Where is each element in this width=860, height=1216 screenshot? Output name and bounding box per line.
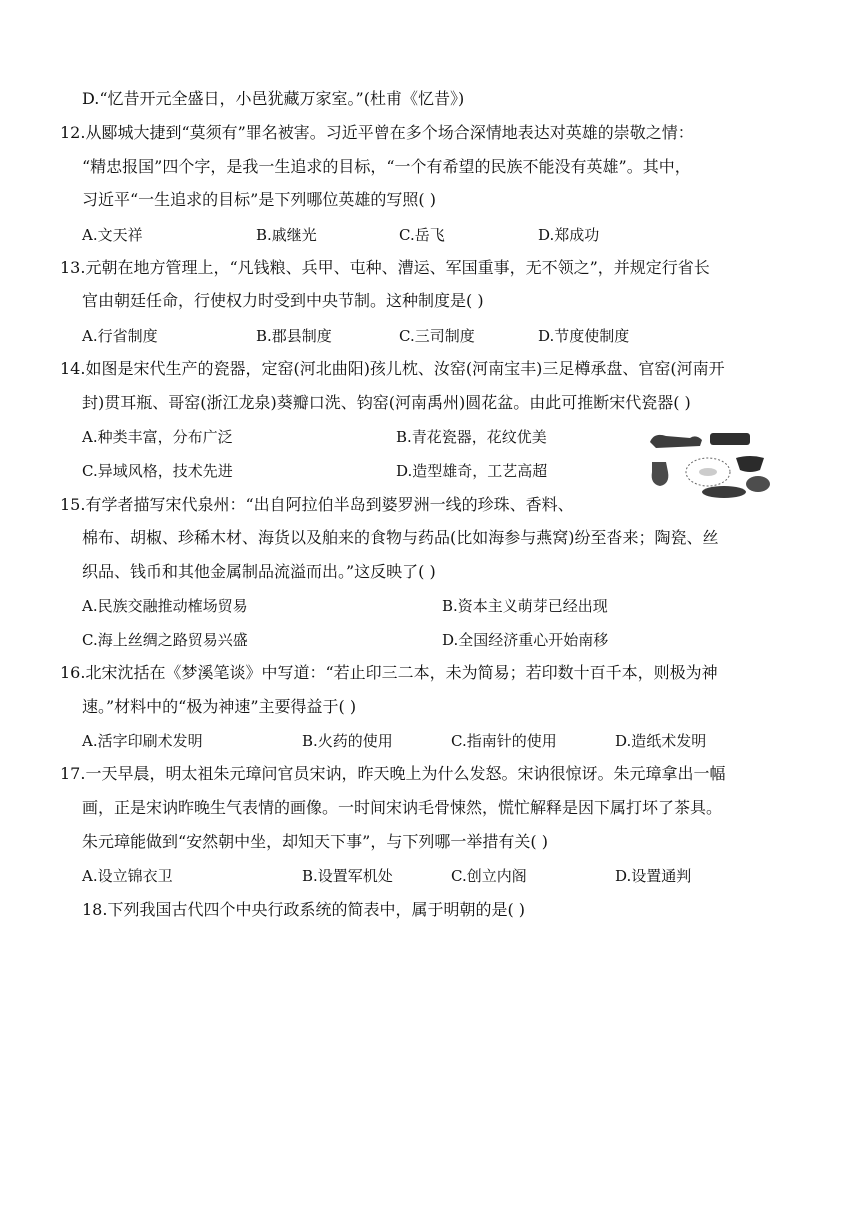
q12-stem-line-3: 习近平“一生追求的目标”是下列哪位英雄的写照( ) xyxy=(82,190,436,209)
q15-stem-line-3: 织品、钱币和其他金属制品流溢而出。”这反映了( ) xyxy=(82,562,436,581)
pillow-artifact xyxy=(650,435,702,448)
q13-stem-line-1: 13.元朝在地方管理上，“凡钱粮、兵甲、屯种、漕运、军国重事，无不领之”，并规定行省长 xyxy=(60,258,710,277)
washer-artifact xyxy=(736,456,764,472)
vase-artifact xyxy=(652,462,669,486)
q13-option-b: B.郡县制度 xyxy=(256,327,332,345)
q11-option-d: D.“忆昔开元全盛日，小邑犹藏万家室。”(杜甫《忆昔》) xyxy=(82,89,465,108)
q17-stem-line-3: 朱元璋能做到“安然朝中坐，却知天下事”，与下列哪一举措有关( ) xyxy=(82,832,548,851)
q12-option-d: D.郑成功 xyxy=(538,226,600,244)
tray-artifact xyxy=(710,433,750,445)
q15-option-a: A.民族交融推动榷场贸易 xyxy=(82,597,248,615)
q13-option-d: D.节度使制度 xyxy=(538,327,630,345)
q16-option-b: B.火药的使用 xyxy=(302,732,393,750)
q15-option-d: D.全国经济重心开始南移 xyxy=(442,631,609,649)
q14-option-d: D.造型雄奇，工艺高超 xyxy=(396,462,548,480)
basin-artifact xyxy=(702,486,746,498)
q12-stem-line-2: “精忠报国”四个字，是我一生追求的目标，“一个有希望的民族不能没有英雄”。其中， xyxy=(82,157,691,176)
q16-option-c: C.指南针的使用 xyxy=(451,732,557,750)
q14-option-a: A.种类丰富，分布广泛 xyxy=(82,428,233,446)
q12-option-c: C.岳飞 xyxy=(399,226,445,244)
song-porcelain-figure xyxy=(646,428,776,500)
q15-stem-line-1: 15.有学者描写宋代泉州：“出自阿拉伯半岛到婆罗洲一线的珍珠、香料、 xyxy=(60,495,574,514)
q17-stem-line-1: 17.一天早晨，明太祖朱元璋问官员宋讷，昨天晚上为什么发怒。宋讷很惊讶。朱元璋拿出一幅 xyxy=(60,764,726,783)
q17-option-d: D.设置通判 xyxy=(615,867,692,885)
q15-stem-line-2: 棉布、胡椒、珍稀木材、海货以及舶来的食物与药品(比如海参与燕窝)纷至沓来；陶瓷、丝 xyxy=(82,528,719,547)
q15-option-c: C.海上丝绸之路贸易兴盛 xyxy=(82,631,248,649)
q12-option-a: A.文天祥 xyxy=(82,226,143,244)
q13-option-c: C.三司制度 xyxy=(399,327,475,345)
q17-option-b: B.设置军机处 xyxy=(302,867,393,885)
q14-option-c: C.异域风格，技术先进 xyxy=(82,462,233,480)
q16-option-d: D.造纸术发明 xyxy=(615,732,707,750)
q17-stem-line-2: 画，正是宋讷昨晚生气表情的画像。一时间宋讷毛骨悚然，慌忙解释是因下属打坏了茶具。 xyxy=(82,798,723,817)
q13-stem-line-2: 官由朝廷任命，行使权力时受到中央节制。这种制度是( ) xyxy=(82,291,484,310)
q17-option-c: C.创立内阁 xyxy=(451,867,527,885)
q14-option-b: B.青花瓷器，花纹优美 xyxy=(396,428,547,446)
q14-stem-line-1: 14.如图是宋代生产的瓷器，定窑(河北曲阳)孩儿枕、汝窑(河南宝丰)三足樽承盘、官窑(河南开 xyxy=(60,359,725,378)
q16-stem-line-2: 速。”材料中的“极为神速”主要得益于( ) xyxy=(82,697,357,716)
q14-stem-line-2: 封)贯耳瓶、哥窑(浙江龙泉)葵瓣口洗、钧窑(河南禹州)圆花盆。由此可推断宋代瓷器( ) xyxy=(82,393,691,412)
q17-option-a: A.设立锦衣卫 xyxy=(82,867,173,885)
q12-option-b: B.戚继光 xyxy=(256,226,317,244)
q16-option-a: A.活字印刷术发明 xyxy=(82,732,203,750)
q16-stem-line-1: 16.北宋沈括在《梦溪笔谈》中写道：“若止印三二本，未为简易；若印数十百千本，则极为神 xyxy=(60,663,718,682)
q13-option-a: A.行省制度 xyxy=(82,327,158,345)
q15-option-b: B.资本主义萌芽已经出现 xyxy=(442,597,608,615)
q12-stem-line-1: 12.从郾城大捷到“莫须有”罪名被害。习近平曾在多个场合深情地表达对英雄的崇敬之情： xyxy=(60,123,694,142)
q18-stem-line-1: 18.下列我国古代四个中央行政系统的简表中，属于明朝的是( ) xyxy=(82,900,526,919)
